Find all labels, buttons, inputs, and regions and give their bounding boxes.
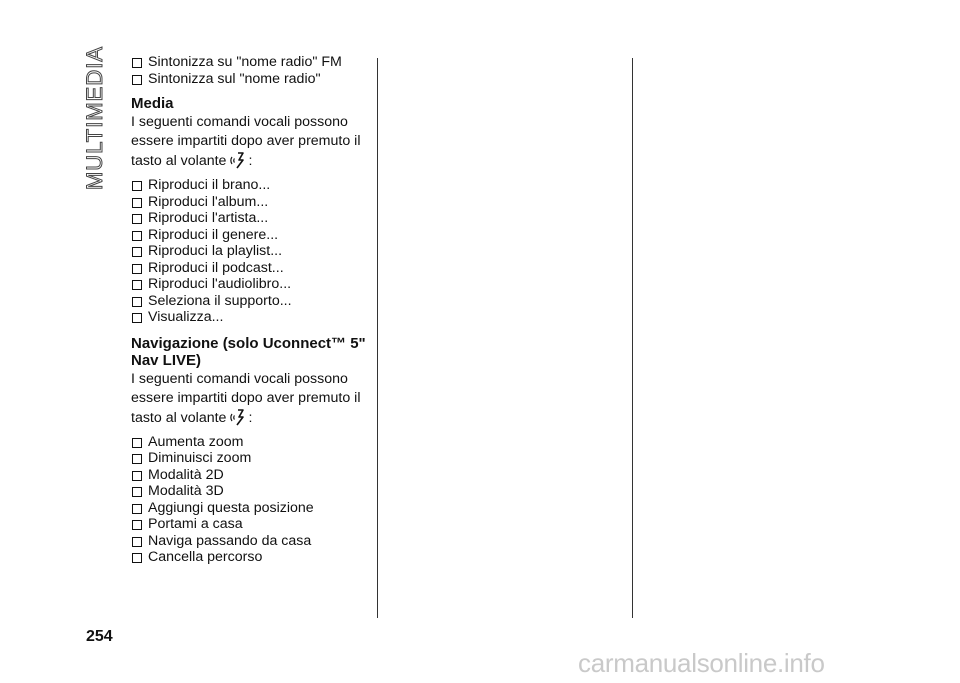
checkbox-bullet-icon (132, 553, 142, 563)
checkbox-bullet-icon (132, 58, 142, 68)
media-command-list (131, 177, 367, 326)
checkbox-bullet-icon (132, 537, 142, 547)
list-item: Cancella percorso (131, 549, 367, 566)
navigation-heading: Navigazione (solo Uconnect™ 5" Nav LIVE) (131, 334, 366, 369)
checkbox-bullet-icon (132, 471, 142, 481)
checkbox-bullet-icon (132, 454, 142, 464)
checkbox-bullet-icon (132, 280, 142, 290)
list-item: Riproduci l'audiolibro... (131, 276, 367, 293)
list-item: Riproduci l'artista... (131, 210, 367, 227)
list-item: Aumenta zoom (131, 434, 367, 451)
checkbox-bullet-icon (132, 297, 142, 307)
voice-command-icon (230, 408, 246, 426)
media-heading: Media (131, 95, 174, 112)
checkbox-bullet-icon (132, 438, 142, 448)
watermark-text: carmanualsonline.info (578, 648, 825, 678)
list-item: Modalità 3D (131, 483, 367, 500)
navigation-command-list (131, 434, 367, 566)
content-column (131, 54, 367, 566)
checkbox-bullet-icon (132, 75, 142, 85)
list-item: Riproduci il genere... (131, 227, 367, 244)
checkbox-bullet-icon (132, 198, 142, 208)
list-item: Visualizza... (131, 309, 367, 326)
list-item: Riproduci l'album... (131, 194, 367, 211)
list-item: Portami a casa (131, 516, 367, 533)
navigation-intro: I seguenti comandi vocali possono essere impartiti dopo aver premuto il tasto al volante : (131, 370, 361, 426)
list-item: Sintonizza sul "nome radio" (131, 71, 367, 88)
list-item: Sintonizza su "nome radio" FM (131, 54, 367, 71)
checkbox-bullet-icon (132, 504, 142, 514)
column-divider-left (377, 58, 378, 618)
list-item: Diminuisci zoom (131, 450, 367, 467)
list-item: Seleziona il supporto... (131, 293, 367, 310)
section-side-title (82, 45, 108, 191)
voice-command-icon (230, 151, 246, 169)
media-intro: I seguenti comandi vocali possono essere impartiti dopo aver premuto il tasto al volante : (131, 114, 361, 169)
checkbox-bullet-icon (132, 520, 142, 530)
page-number: 254 (86, 628, 113, 645)
list-item: Naviga passando da casa (131, 533, 367, 550)
checkbox-bullet-icon (132, 214, 142, 224)
checkbox-bullet-icon (132, 181, 142, 191)
checkbox-bullet-icon (132, 264, 142, 274)
checkbox-bullet-icon (132, 231, 142, 241)
list-item: Riproduci il brano... (131, 177, 367, 194)
checkbox-bullet-icon (132, 313, 142, 323)
radio-command-list (131, 54, 367, 87)
checkbox-bullet-icon (132, 247, 142, 257)
list-item: Riproduci la playlist... (131, 243, 367, 260)
list-item: Aggiungi questa posizione (131, 500, 367, 517)
list-item: Modalità 2D (131, 467, 367, 484)
column-divider-right (632, 58, 633, 618)
list-item: Riproduci il podcast... (131, 260, 367, 277)
section-title-text: MULTIMEDIA (82, 45, 108, 191)
checkbox-bullet-icon (132, 487, 142, 497)
